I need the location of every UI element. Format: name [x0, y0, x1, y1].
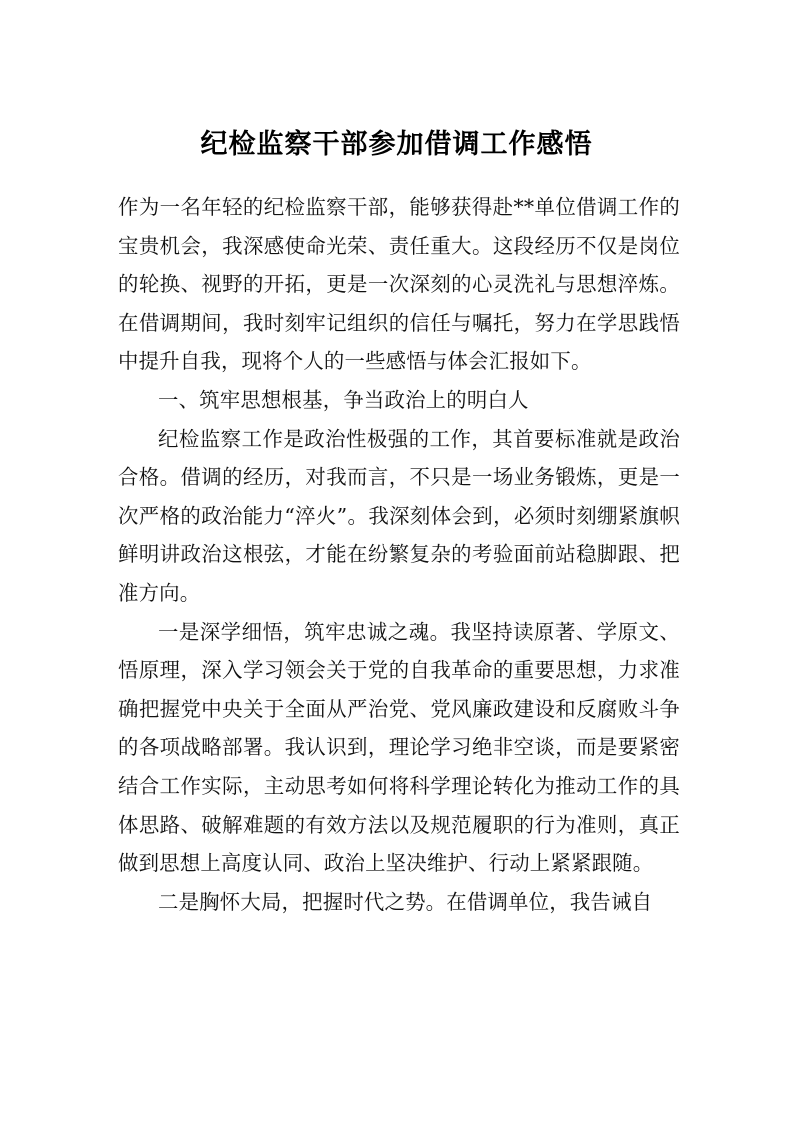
body-paragraph: 一是深学细悟，筑牢忠诚之魂。我坚持读原著、学原文、悟原理，深入学习领会关于党的自我革命的重要思想，力求准确把握党中央关于全面从严治党、党风廉政建设和反腐败斗争的各项战略部署。我认识到，理论学习绝非空谈，而是要紧密结合工作实际，主动思考如何将科学理论转化为推动工作的具体思路、破解难题的有效方法以及规范履职的行为准则，真正做到思想上高度认同、政治上坚决维护、行动上紧紧跟随。 — [118, 619, 680, 876]
intro-paragraph: 作为一名年轻的纪检监察干部，能够获得赴**单位借调工作的宝贵机会，我深感使命光荣、责任重大。这段经历不仅是岗位的轮换、视野的开拓，更是一次深刻的心灵洗礼与思想淬炼。在借调期间，我时刻牢记组织的信任与嘱托，努力在学思践悟中提升自我，现将个人的一些感悟与体会汇报如下。 — [118, 195, 680, 374]
document-body — [118, 188, 680, 921]
body-paragraph: 纪检监察工作是政治性极强的工作，其首要标准就是政治合格。借调的经历，对我而言，不只是一场业务锻炼，更是一次严格的政治能力“淬火”。我深刻体会到，必须时刻绷紧旗帜鲜明讲政治这根弦，才能在纷繁复杂的考验面前站稳脚跟、把准方向。 — [118, 426, 680, 605]
document-title: 纪检监察干部参加借调工作感悟 — [200, 129, 593, 160]
section-heading-1: 一、筑牢思想根基，争当政治上的明白人 — [158, 387, 529, 412]
body-paragraph: 二是胸怀大局，把握时代之势。在借调单位，我告诫自 — [158, 889, 653, 914]
